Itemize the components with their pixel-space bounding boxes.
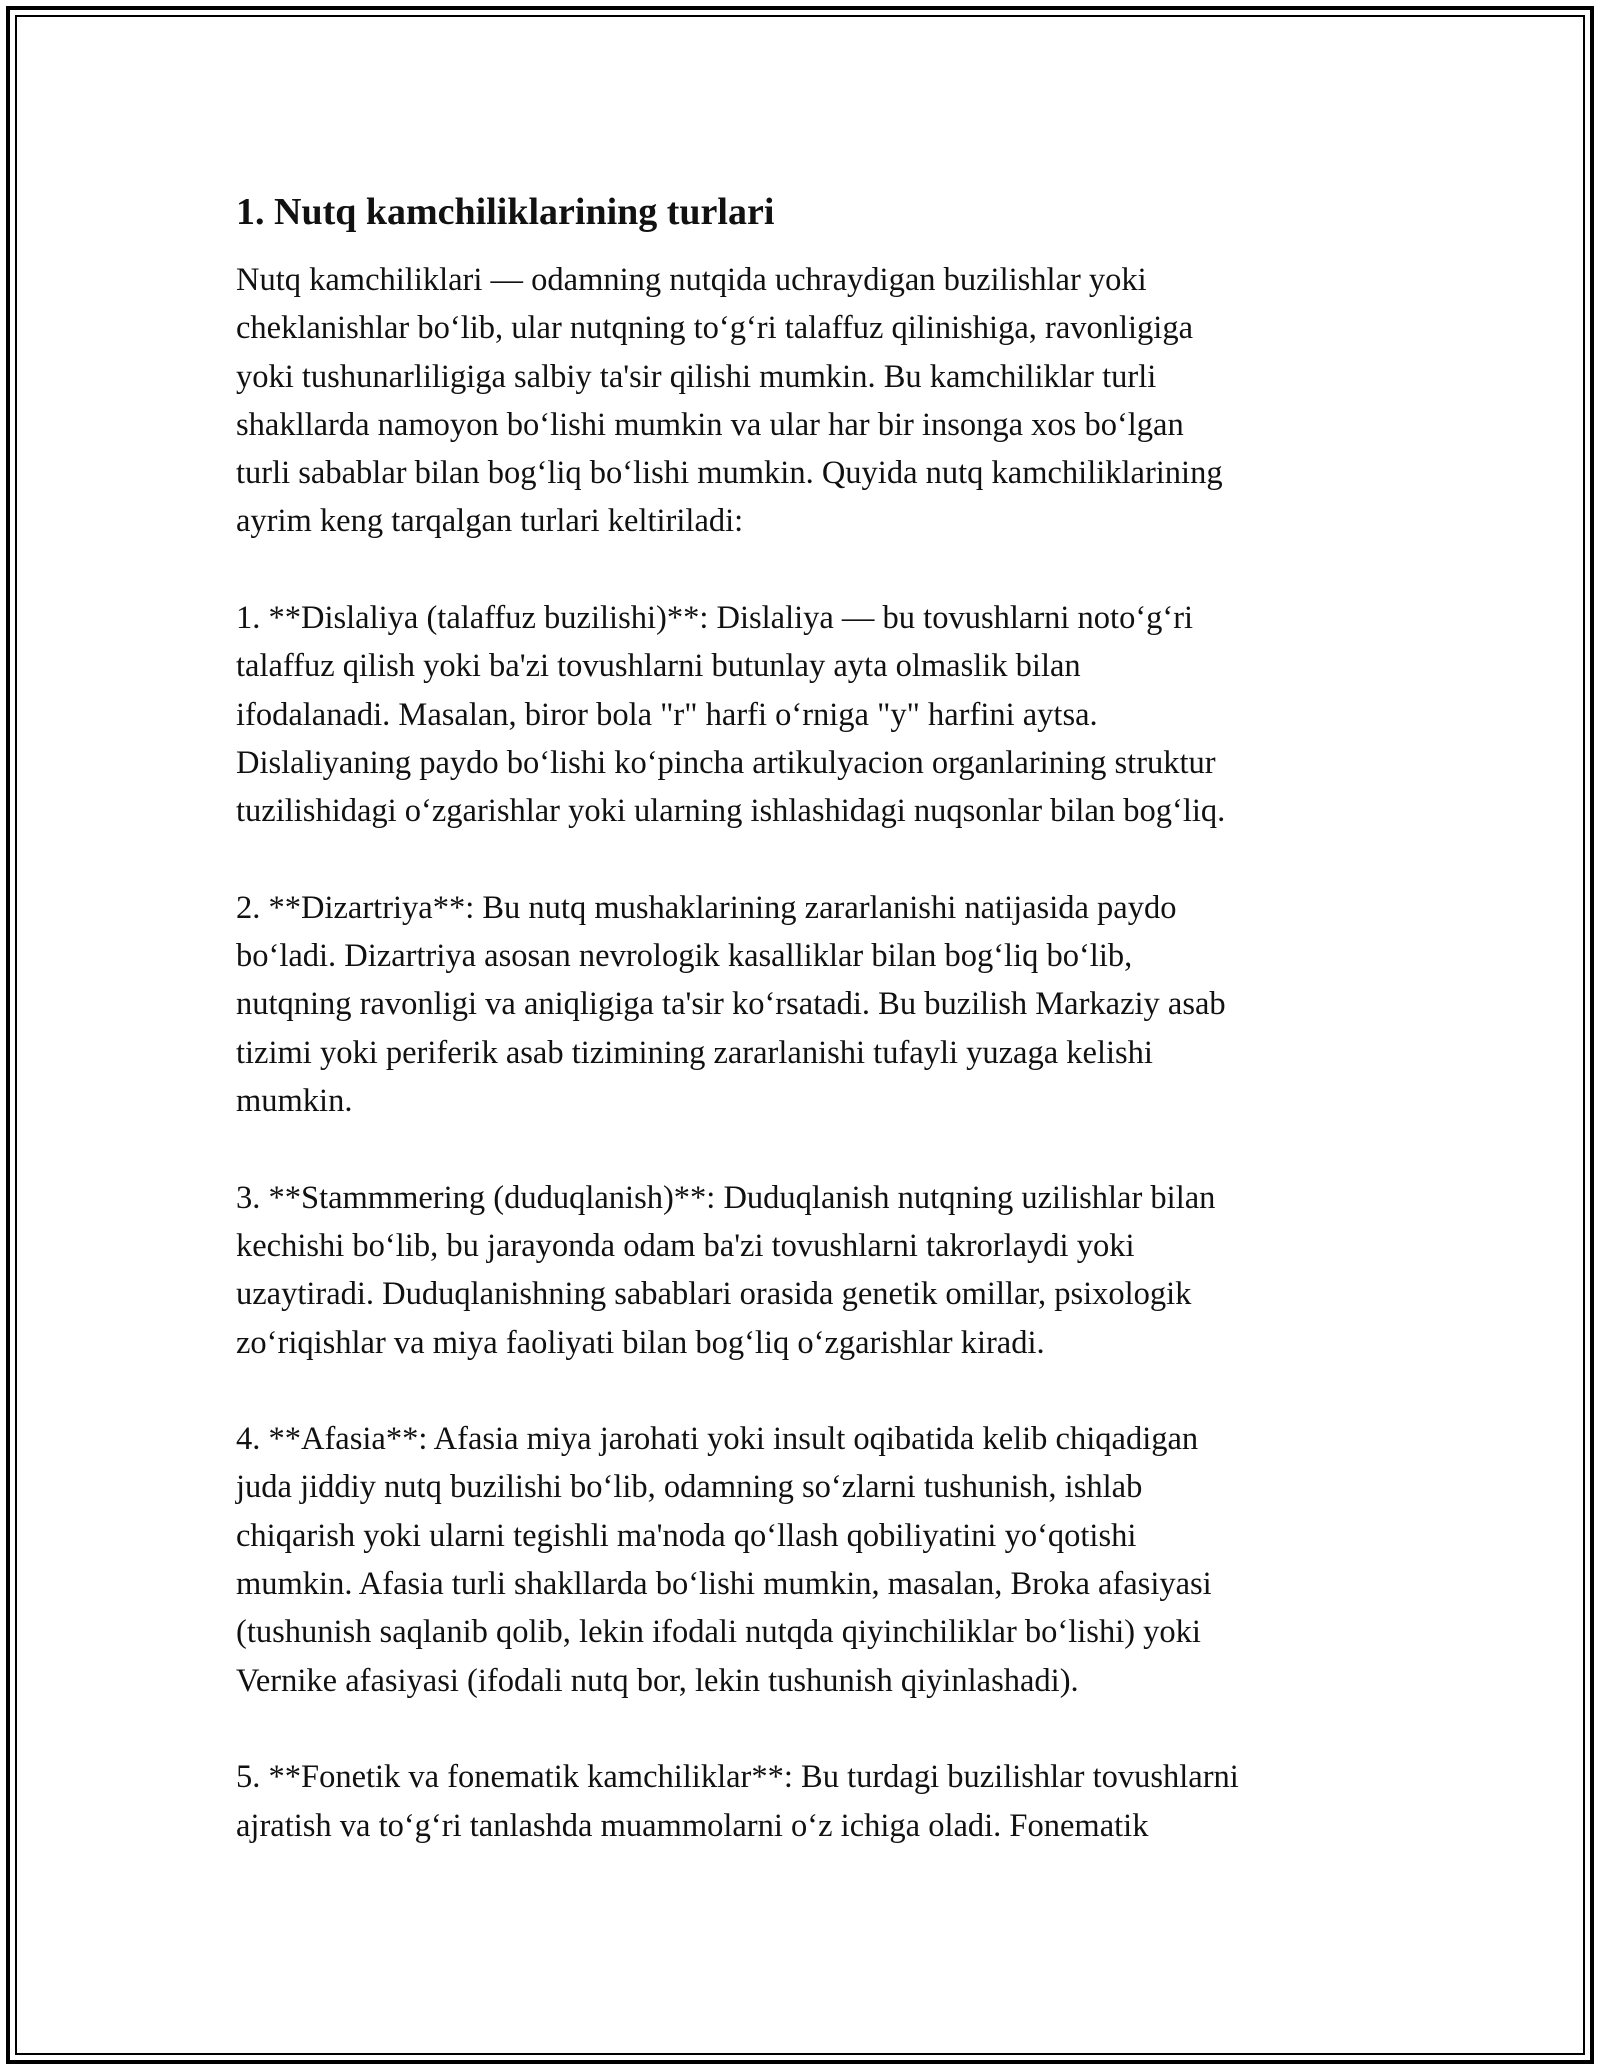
text-line: juda jiddiy nutq buzilishi bo‘lib, odamning so‘zlarni tushunish, ishlab — [236, 1469, 1143, 1506]
text-line: Dislaliyaning paydo bo‘lishi ko‘pincha artikulyacion organlarining struktur — [236, 744, 1216, 781]
text-line: nutqning ravonligi va aniqligiga ta'sir ko‘rsatadi. Bu buzilish Markaziy asab — [236, 986, 1226, 1023]
list-item-stammering — [236, 1174, 1376, 1367]
text-line: chiqarish yoki ularni tegishli ma'noda qo‘llash qobiliyatini yo‘qotishi — [236, 1517, 1137, 1554]
text-line: 3. **Stammmering (duduqlanish)**: Duduqlanish nutqning uzilishlar bilan — [236, 1179, 1216, 1216]
text-line: ajratish va to‘g‘ri tanlashda muammolarni o‘z ichiga oladi. Fonematik — [236, 1807, 1149, 1844]
text-line: tuzilishidagi o‘zgarishlar yoki ularning ishlashidagi nuqsonlar bilan bog‘liq. — [236, 793, 1226, 830]
text-line: Vernike afasiyasi (ifodali nutq bor, lekin tushunish qiyinlashadi). — [236, 1662, 1079, 1699]
text-line: mumkin. — [236, 1083, 353, 1120]
text-line: turli sabablar bilan bog‘liq bo‘lishi mumkin. Quyida nutq kamchiliklarining — [236, 455, 1223, 492]
text-line: ayrim keng tarqalgan turlari keltiriladi: — [236, 503, 744, 540]
text-line: uzaytiradi. Duduqlanishning sabablari orasida genetik omillar, psixologik — [236, 1276, 1192, 1313]
text-line: mumkin. Afasia turli shakllarda bo‘lishi mumkin, masalan, Broka afasiyasi — [236, 1566, 1212, 1603]
list-item-fonetik — [236, 1753, 1376, 1850]
section-heading: 1. Nutq kamchiliklarining turlari — [236, 191, 775, 233]
list-item-afasia — [236, 1415, 1376, 1705]
text-line: 1. **Dislaliya (talaffuz buzilishi)**: Dislaliya — bu tovushlarni noto‘g‘ri — [236, 600, 1194, 637]
document-body — [236, 186, 1376, 1850]
list-item-dizartriya — [236, 884, 1376, 1125]
text-line: tizimi yoki periferik asab tizimining zararlanishi tufayli yuzaga kelishi — [236, 1034, 1153, 1071]
text-line: talaffuz qilish yoki ba'zi tovushlarni butunlay ayta olmaslik bilan — [236, 648, 1081, 685]
text-line: 2. **Dizartriya**: Bu nutq mushaklarining zararlanishi natijasida paydo — [236, 889, 1177, 926]
text-line: Nutq kamchiliklari — odamning nutqida uchraydigan buzilishlar yoki — [236, 262, 1147, 298]
text-line: shakllarda namoyon bo‘lishi mumkin va ular har bir insonga xos bo‘lgan — [236, 406, 1184, 443]
text-line: yoki tushunarliligiga salbiy ta'sir qilishi mumkin. Bu kamchiliklar turli — [236, 358, 1157, 395]
intro-paragraph — [236, 256, 1376, 546]
text-line: bo‘ladi. Dizartriya asosan nevrologik kasalliklar bilan bog‘liq bo‘lib, — [236, 938, 1133, 975]
text-line: zo‘riqishlar va miya faoliyati bilan bog‘liq o‘zgarishlar kiradi. — [236, 1324, 1045, 1361]
text-line: 5. **Fonetik va fonematik kamchiliklar**: Bu turdagi buzilishlar tovushlarni — [236, 1759, 1239, 1796]
text-line: kechishi bo‘lib, bu jarayonda odam ba'zi tovushlarni takrorlaydi yoki — [236, 1227, 1135, 1264]
list-item-dislaliya — [236, 594, 1376, 835]
text-line: ifodalanadi. Masalan, biror bola "r" harfi o‘rniga "y" harfini aytsa. — [236, 696, 1098, 733]
text-line: (tushunish saqlanib qolib, lekin ifodali nutqda qiyinchiliklar bo‘lishi) yoki — [236, 1614, 1201, 1651]
text-line: 4. **Afasia**: Afasia miya jarohati yoki insult oqibatida kelib chiqadigan — [236, 1421, 1199, 1458]
text-line: cheklanishlar bo‘lib, ular nutqning to‘g‘ri talaffuz qilinishiga, ravonligiga — [236, 310, 1194, 347]
